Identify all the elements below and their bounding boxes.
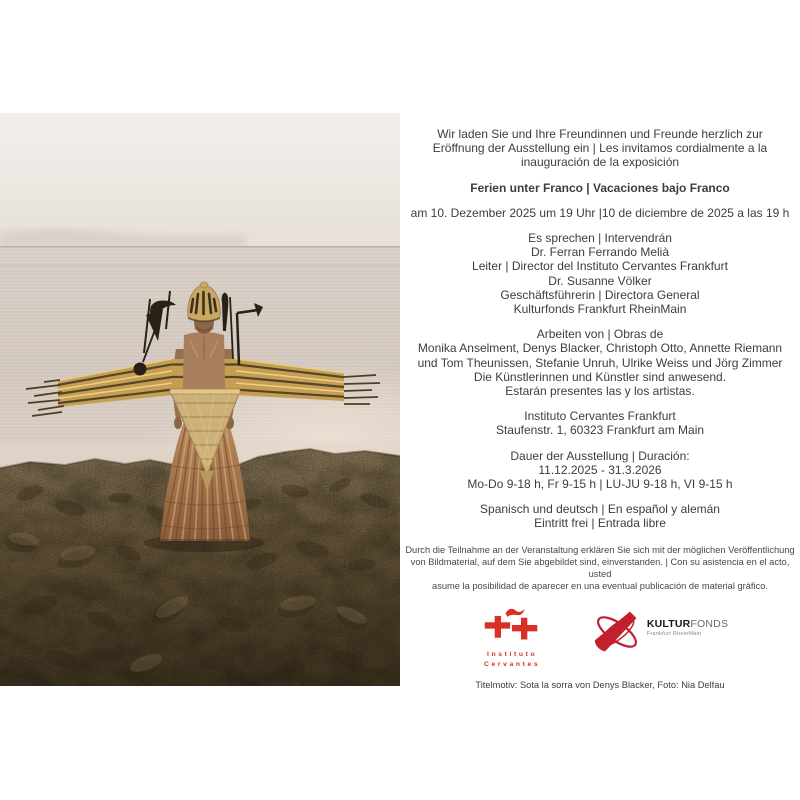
photo-consent-disclaimer: Durch die Teilnahme an der Veranstaltung erklären Sie sich mit der möglichen Veröffentlichung von Bildmaterial, auf dem Sie abgebildet sind, einverstanden. | Con su asistencia en el acto, usted asume la posibilidad de aparecer en una eventual publicación de material gráfico. (405, 544, 795, 592)
cervantes-enye-icon (482, 604, 540, 646)
venue-address: Instituto Cervantes Frankfurt Staufenstr. 1, 60323 Frankfurt am Main (495, 409, 705, 438)
instituto-cervantes-logo (472, 604, 550, 669)
logo-row (404, 604, 796, 676)
event-datetime: am 10. Dezember 2025 um 19 Uhr |10 de diciembre de 2025 a las 19 h (410, 205, 790, 220)
exhibition-title: Ferien unter Franco | Vacaciones bajo Franco (470, 180, 730, 195)
languages-admission: Spanisch und deutsch | En español y alemán Eintritt frei | Entrada libre (480, 502, 720, 531)
exhibition-duration: Dauer der Ausstellung | Duración: 11.12.2025 - 31.3.2026 Mo-Do 9-18 h, Fr 9-15 h | LU-JU 9-18 h, VI 9-15 h (467, 448, 733, 492)
speakers-list: Es sprechen | Intervendrán Dr. Ferran Ferrando Melià Leiter | Director del Instituto Cervantes Frankfurt Dr. Susanne Völker Geschäftsführerin | Directora General Kulturfonds Frankfurt RheinMain (472, 231, 728, 317)
beach-figure-illustration (0, 113, 400, 686)
artists-list: Arbeiten von | Obras de Monika Anselment, Denys Blacker, Christoph Otto, Annette Riemann und Tom Theunissen, Stefanie Unruh, Ulrike Weiss und Jörg Zimmer Die Künstlerinnen und Künstler sind anwesend. Estarán presentes las y los artistas. (417, 327, 783, 399)
cervantes-wordmark: Instituto Cervantes (483, 651, 541, 668)
intro-text: Wir laden Sie und Ihre Freundinnen und Freunde herzlich zur Eröffnung der Ausstellung ein | Les invitamos cordialmente a la inauguración de la exposición (432, 127, 768, 170)
horizon-line (0, 246, 400, 248)
exhibition-photo (0, 113, 400, 686)
kulturfonds-wordmark: KULTURFONDS Frankfurt RheinMain (646, 618, 729, 638)
left-hand (174, 417, 182, 429)
invitation-text-column (404, 127, 796, 690)
kulturfonds-logo (592, 609, 728, 655)
kulturfonds-swoosh-icon (592, 609, 642, 655)
image-credit: Titelmotiv: Sota la sorra von Denys Blacker, Foto: Nia Delfau (475, 680, 725, 691)
